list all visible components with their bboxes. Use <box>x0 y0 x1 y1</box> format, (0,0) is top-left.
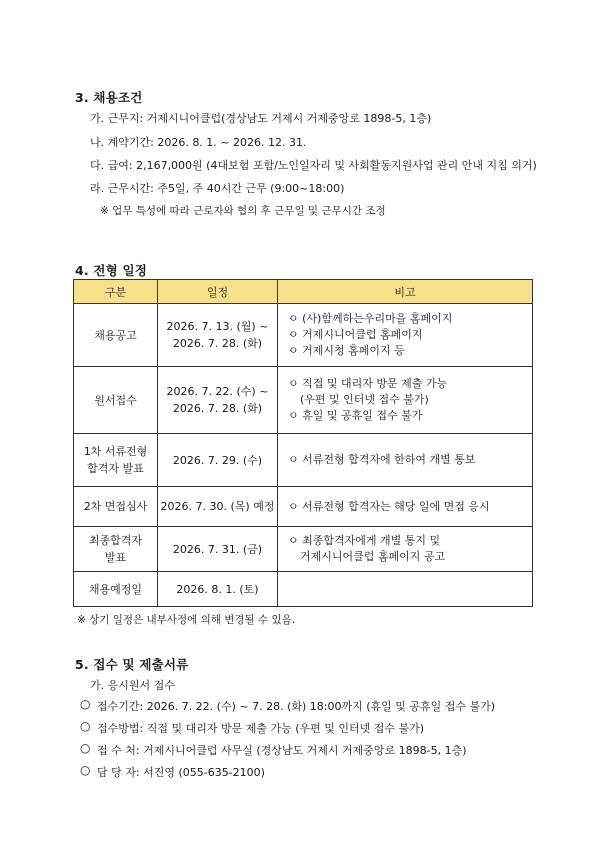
row-remark: ㅇ 거제시니어클럽 홈페이지 <box>288 328 423 341</box>
row-remark: 거제시니어클럽 홈페이지 공고 <box>300 550 446 563</box>
row-remark: ㅇ 최종합격자에게 개별 통지 및 <box>288 534 441 547</box>
row-date: 2026. 7. 22. (수) ~ <box>166 385 269 398</box>
table-row <box>74 304 533 367</box>
row-category: 채용공고 <box>94 328 137 342</box>
row-remark: ㅇ 거제시청 홈페이지 등 <box>288 344 405 357</box>
header-category: 구분 <box>74 280 158 304</box>
row-remark: ㅇ 직접 및 대리자 방문 제출 가능 <box>288 377 448 390</box>
row-remark: (우편 및 인터넷 접수 불가) <box>300 393 429 406</box>
row-category: 2차 면접심사 <box>83 500 148 513</box>
row-category: 1차 서류전형 <box>83 445 148 458</box>
work-hours: 라. 근무시간: 주5일, 주 40시간 근무 (9:00~18:00) <box>90 182 345 195</box>
table-row <box>74 527 533 572</box>
row-remark: ㅇ 휴일 및 공휴일 접수 불가 <box>288 409 423 422</box>
section-5-title: 5. 접수 및 제출서류 <box>75 657 189 672</box>
section-3-note: ※ 업무 특성에 따라 근로자와 협의 후 근무일 및 근무시간 조정 <box>100 205 386 217</box>
application-method: 접수방법: 직접 및 대리자 방문 제출 가능 (우편 및 인터넷 접수 불가) <box>97 722 425 735</box>
row-category: 원서접수 <box>94 393 137 407</box>
table-header-row <box>74 280 533 304</box>
header-date: 일정 <box>158 280 278 304</box>
contact-person: 담 당 자: 서진영 (055-635-2100) <box>97 766 265 779</box>
section-3-title: 3. 채용조건 <box>75 90 143 105</box>
row-remark: ㅇ 서류전형 합격자는 해당 일에 면접 응시 <box>288 499 490 513</box>
row-date: 2026. 7. 31. (금) <box>172 542 263 556</box>
table-row <box>74 572 533 607</box>
application-office: 접 수 처: 거제시니어클럽 사무실 (경상남도 거제시 거제중앙로 1898-5, 1층) <box>97 744 467 757</box>
row-category: 최종합격자 <box>88 534 143 547</box>
row-date: 2026. 7. 30. (목) 예정 <box>160 500 275 513</box>
bullet-icon: ○ <box>80 763 91 777</box>
bullet-icon: ○ <box>80 697 91 711</box>
row-remark: ㅇ (사)함께하는우리마을 홈페이지 <box>288 312 453 325</box>
row-date: 2026. 8. 1. (토) <box>176 582 259 596</box>
application-period: 접수기간: 2026. 7. 22. (수) ~ 7. 28. (화) 18:00까지 (휴일 및 공휴일 접수 불가) <box>97 700 496 713</box>
table-row <box>74 434 533 487</box>
section-4-note: ※ 상기 일정은 내부사정에 의해 변경될 수 있음. <box>77 614 296 626</box>
application-subheading: 가. 응시원서 접수 <box>90 679 175 692</box>
work-location: 가. 근무지: 거제시니어클럽(경상남도 거제시 거제중앙로 1898-5, 1층) <box>90 112 432 125</box>
row-date: 2026. 7. 13. (월) ~ <box>166 320 269 333</box>
contract-period: 나. 계약기간: 2026. 8. 1. ~ 2026. 12. 31. <box>90 136 307 149</box>
row-category: 발표 <box>104 551 127 564</box>
section-4-title: 4. 전형 일정 <box>75 263 148 278</box>
bullet-icon: ○ <box>80 741 91 755</box>
row-category: 채용예정일 <box>88 582 143 596</box>
salary: 다. 급여: 2,167,000원 (4대보험 포함/노인일자리 및 사회활동지원사업 관리 안내 지침 의거) <box>90 159 537 172</box>
table-row <box>74 367 533 434</box>
table-row <box>74 487 533 527</box>
schedule-table <box>73 279 533 607</box>
bullet-icon: ○ <box>80 719 91 733</box>
row-category: 합격자 발표 <box>87 462 144 475</box>
row-remark: ㅇ 서류전형 합격자에 한하여 개별 통보 <box>288 453 476 466</box>
row-date: 2026. 7. 29. (수) <box>172 453 263 467</box>
row-date: 2026. 7. 28. (화) <box>172 337 263 350</box>
header-remarks: 비고 <box>278 280 533 304</box>
row-date: 2026. 7. 28. (화) <box>172 402 263 415</box>
